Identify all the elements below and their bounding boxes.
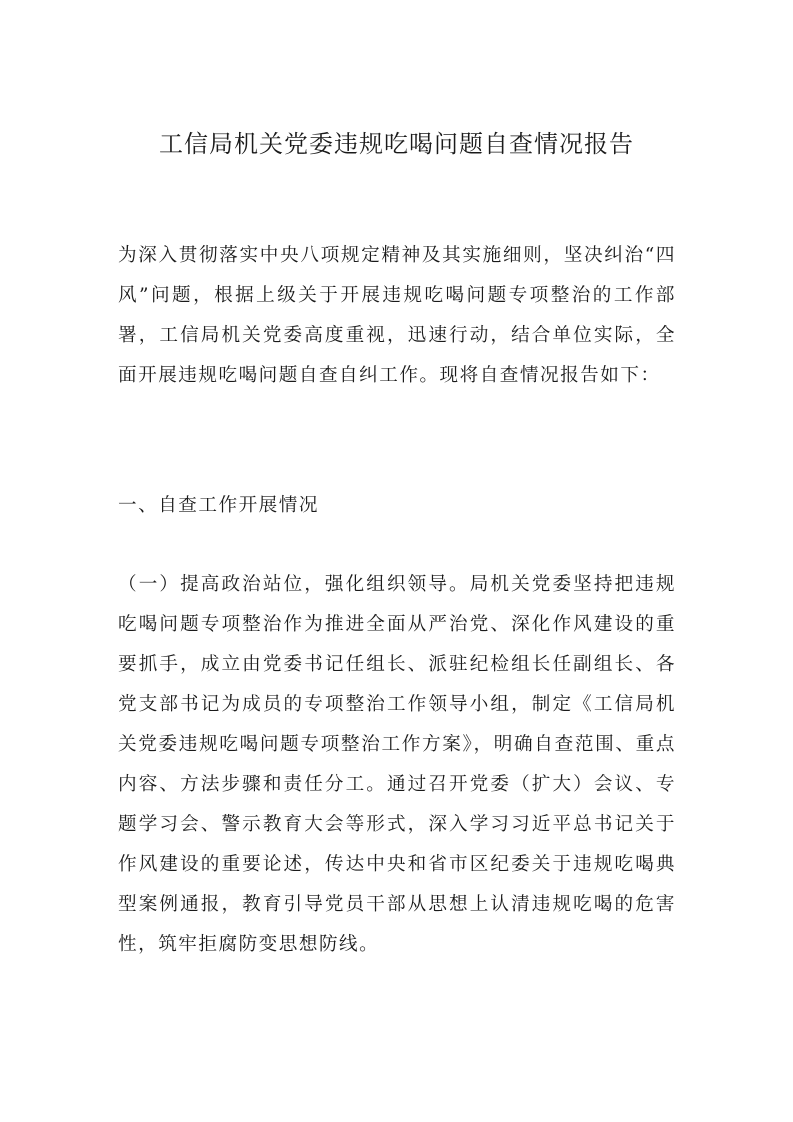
intro-paragraph: 为深入贯彻落实中央八项规定精神及其实施细则，坚决纠治“四风”问题，根据上级关于开展违规吃喝问题专项整治的工作部署，工信局机关党委高度重视，迅速行动，结合单位实际，全面开展违规吃喝问题自查自纠工作。现将自查情况报告如下： bbox=[118, 245, 676, 386]
document-title: 工信局机关党委违规吃喝问题自查情况报告 bbox=[159, 130, 634, 158]
subsection-paragraph: （一）提高政治站位，强化组织领导。局机关党委坚持把违规吃喝问题专项整治作为推进全面从严治党、深化作风建设的重要抓手，成立由党委书记任组长、派驻纪检组长任副组长、各党支部书记为成员的专项整治工作领导小组，制定《工信局机关党委违规吃喝问题专项整治工作方案》，明确自查范围、重点内容、方法步骤和责任分工。通过召开党委（扩大）会议、专题学习会、警示教育大会等形式，深入学习习近平总书记关于作风建设的重要论述，传达中央和省市区纪委关于违规吃喝典型案例通报，教育引导党员干部从思想上认清违规吃喝的危害性，筑牢拒腐防变思想防线。 bbox=[118, 574, 676, 955]
section-heading: 一、自查工作开展情况 bbox=[118, 495, 319, 516]
